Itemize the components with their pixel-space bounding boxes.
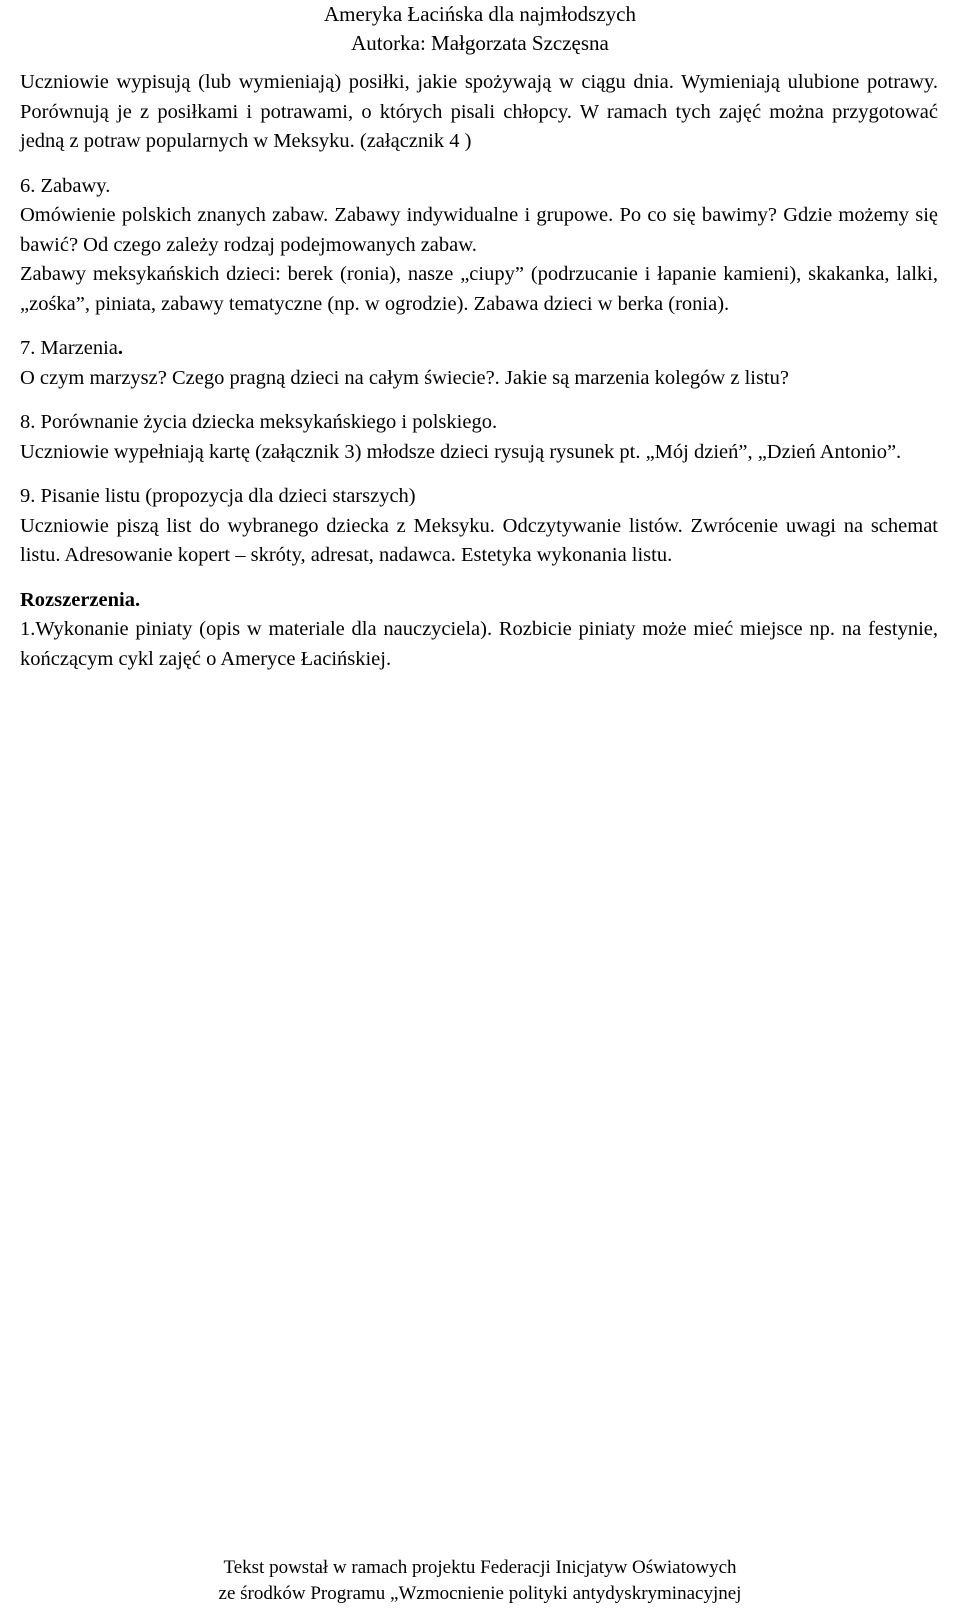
- section-6-paragraph-2: Zabawy meksykańskich dzieci: berek (ronia), nasze „ciupy” (podrzucanie i łapanie kamieni), skakanka, lalki, „zośka”, piniata, zabawy tematyczne (np. w ogrodzie). Zabawa dzieci w berka (ronia).: [20, 263, 938, 315]
- section-6-paragraph-1: Omówienie polskich znanych zabaw. Zabawy indywidualne i grupowe. Po co się bawimy? Gdzie możemy się bawić? Od czego zależy rodzaj podejmowanych zabaw.: [20, 204, 938, 256]
- section-7-title: [20, 334, 938, 364]
- section-9-paragraph-1: Uczniowie piszą list do wybranego dziecka z Meksyku. Odczytywanie listów. Zwrócenie uwagi na schemat listu. Adresowanie kopert – skróty, adresat, nadawca. Estetyka wykonania listu.: [20, 514, 938, 566]
- section-6-title: 6. Zabawy.: [20, 174, 111, 197]
- section-9-title: 9. Pisanie listu (propozycja dla dzieci starszych): [20, 485, 416, 507]
- document-author: Autorka: Małgorzata Szczęsna: [351, 31, 609, 55]
- extensions-title: Rozszerzenia.: [20, 588, 141, 611]
- section-8-title: 8. Porównanie życia dziecka meksykańskiego i polskiego.: [20, 411, 498, 433]
- footer-line-2: ze środków Programu „Wzmocnienie polityki antydyskryminacyjnej: [218, 1583, 742, 1604]
- extensions-paragraph-1: 1.Wykonanie piniaty (opis w materiale dla nauczyciela). Rozbicie piniaty może mieć miejsce np. na festynie, kończącym cykl zajęć o Ameryce Łacińskiej.: [20, 618, 938, 670]
- section-7-title-text: 7. Marzenia: [20, 337, 118, 359]
- page-header: [0, 0, 960, 58]
- page-footer: [0, 1555, 960, 1607]
- section-7-title-dot: .: [117, 337, 124, 359]
- section-7-paragraph-1: O czym marzysz? Czego pragną dzieci na całym świecie?. Jakie są marzenia kolegów z listu?: [20, 366, 789, 389]
- footer-line-1: Tekst powstał w ramach projektu Federacji Inicjatyw Oświatowych: [223, 1557, 737, 1578]
- intro-paragraph: Uczniowie wypisują (lub wymieniają) posiłki, jakie spożywają w ciągu dnia. Wymieniają ulubione potrawy. Porównują je z posiłkami i potrawami, o których pisali chłopcy. W ramach tych zajęć można przygotować jedną z potraw popularnych w Meksyku. (załącznik 4 ): [20, 71, 938, 152]
- document-title: Ameryka Łacińska dla najmłodszych: [324, 2, 636, 26]
- section-8-paragraph-1: Uczniowie wypełniają kartę (załącznik 3) młodsze dzieci rysują rysunek pt. „Mój dzień”, „Dzień Antonio”.: [20, 440, 902, 463]
- document-body: [20, 68, 938, 674]
